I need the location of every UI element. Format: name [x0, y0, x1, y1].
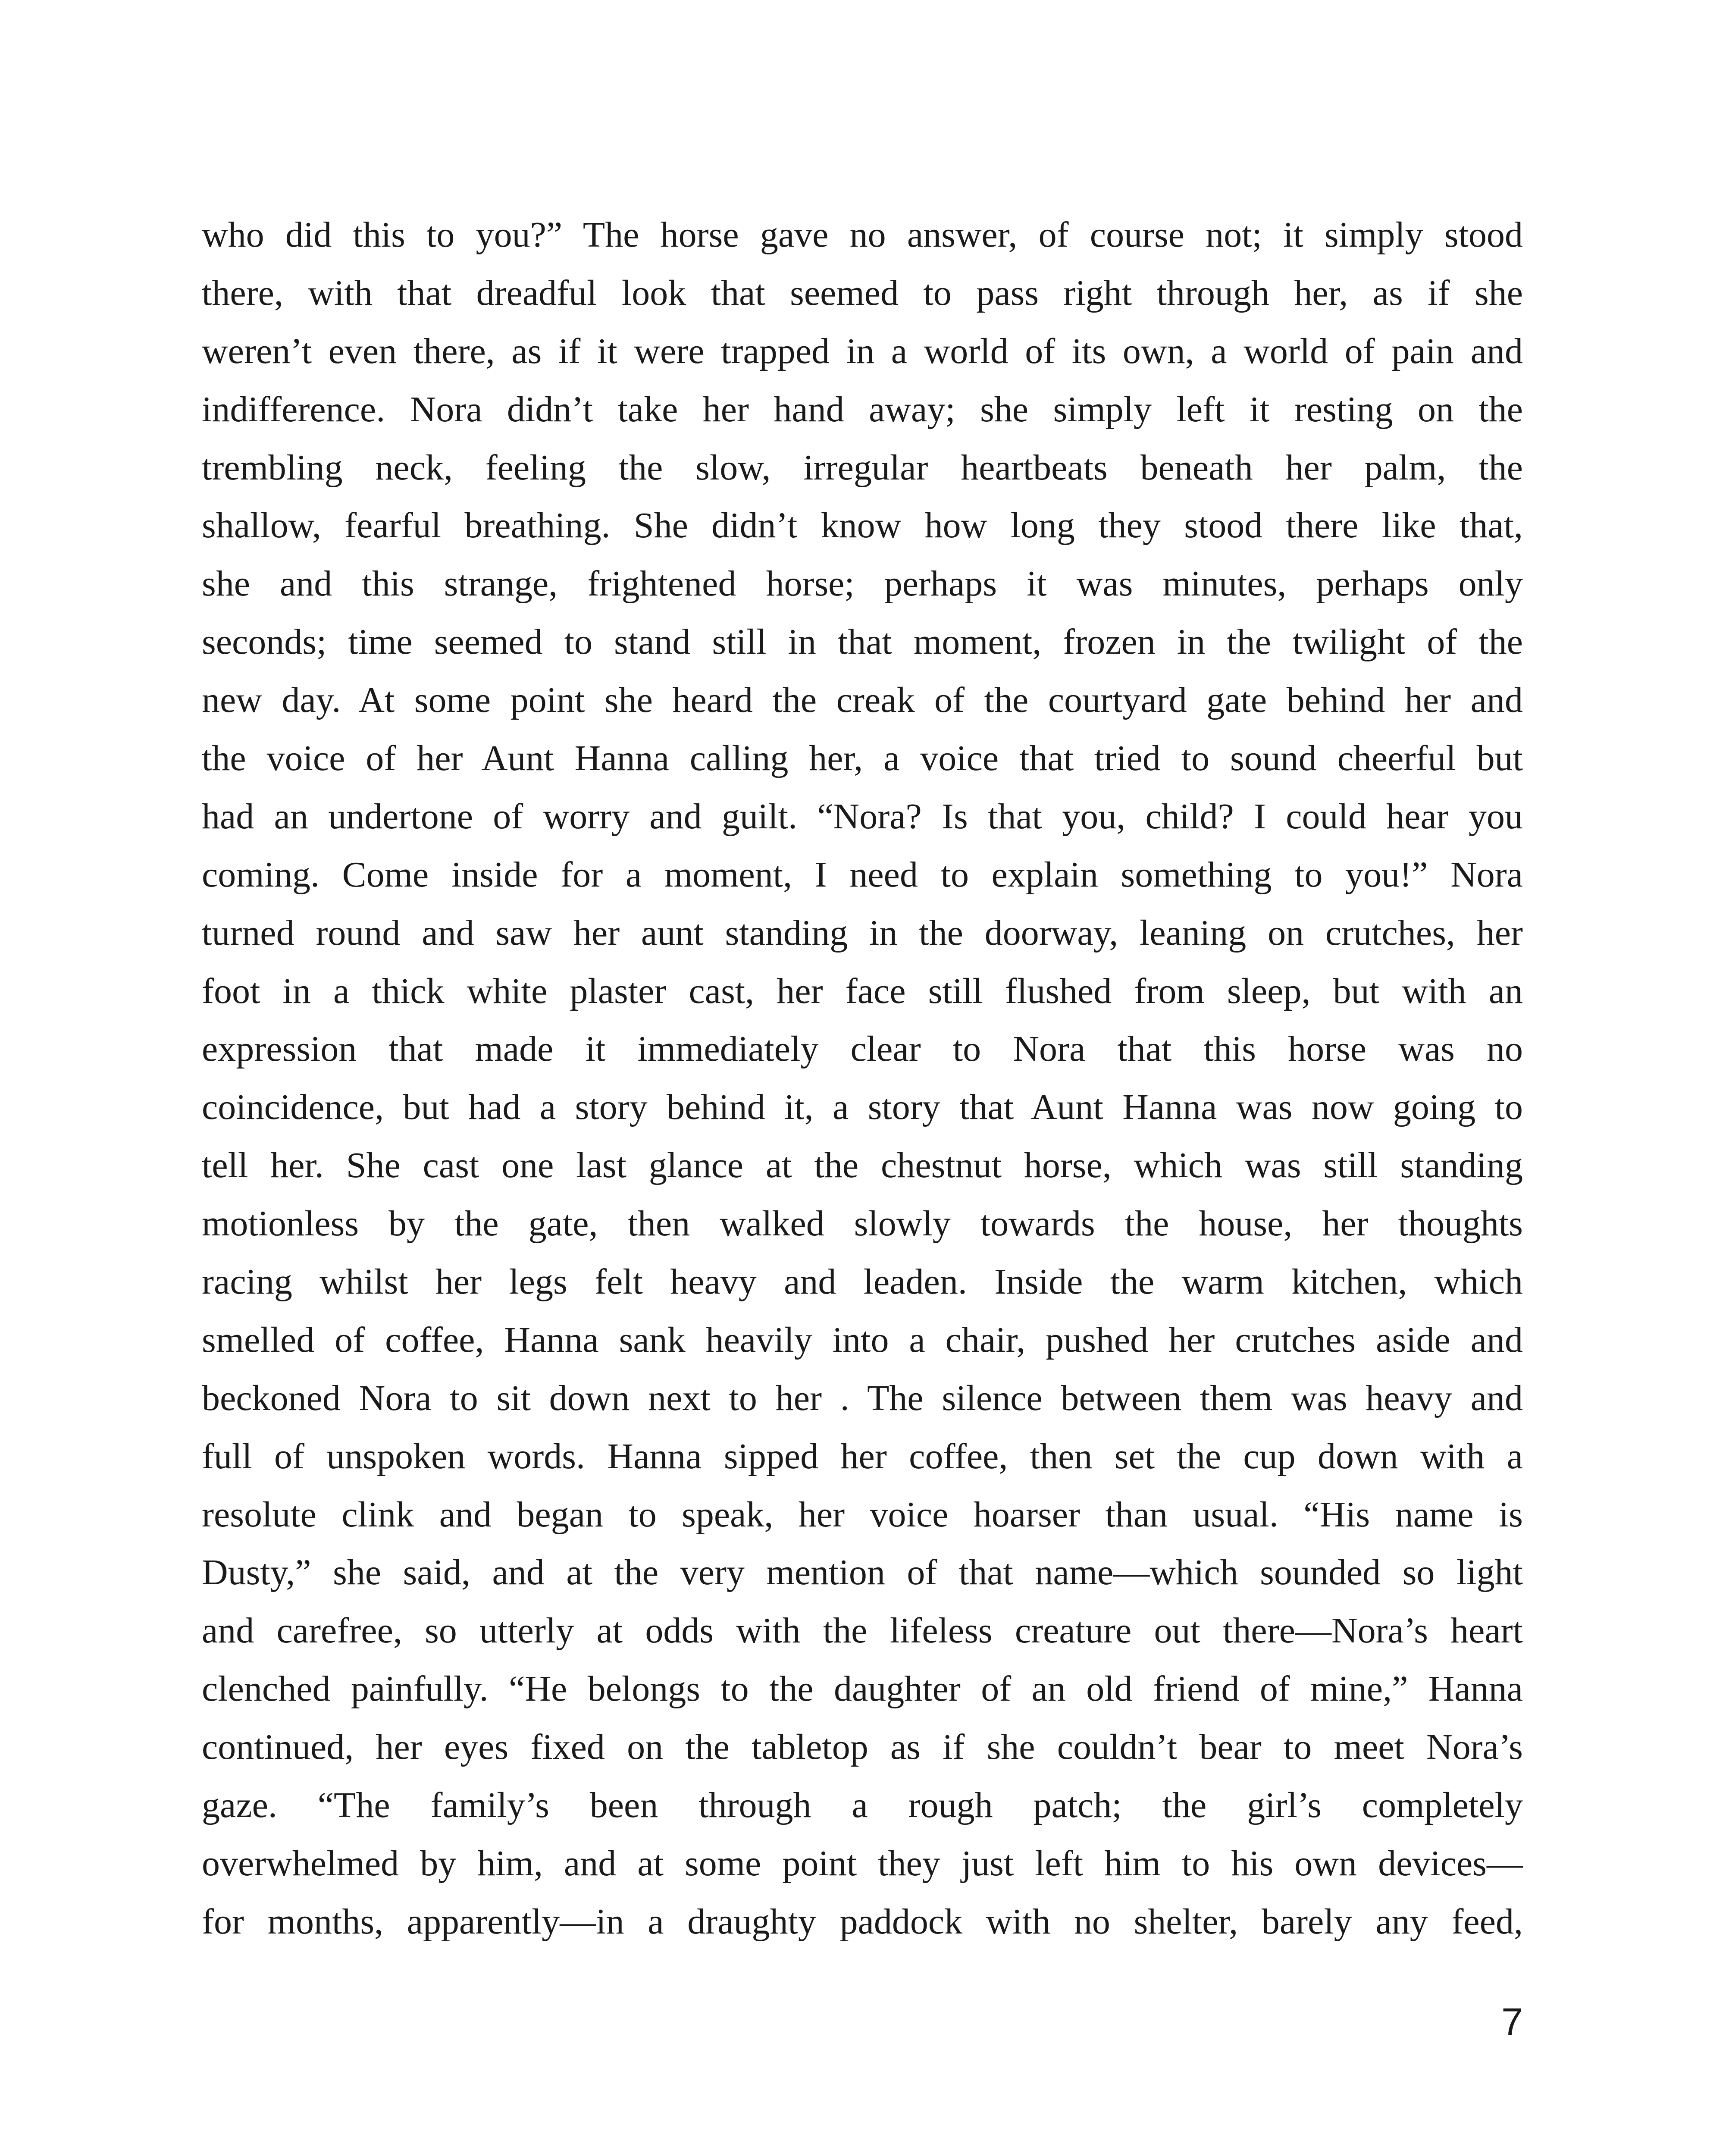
text-line: racing whilst her legs felt heavy and leaden. Inside the warm kitchen, which	[202, 1262, 1523, 1302]
body-text	[202, 206, 1523, 1951]
text-line: coincidence, but had a story behind it, a story that Aunt Hanna was now going to	[202, 1087, 1523, 1128]
page-number: 7	[1501, 2001, 1523, 2044]
text-line: resolute clink and began to speak, her voice hoarser than usual. “His name is	[202, 1494, 1523, 1535]
text-line: the voice of her Aunt Hanna calling her, a voice that tried to sound cheerful but	[202, 738, 1523, 779]
text-line: tell her. She cast one last glance at the chestnut horse, which was still standing	[202, 1145, 1523, 1186]
text-line: coming. Come inside for a moment, I need to explain something to you!” Nora	[202, 854, 1523, 895]
text-line: new day. At some point she heard the creak of the courtyard gate behind her and	[202, 680, 1523, 721]
text-line: overwhelmed by him, and at some point they just left him to his own devices—	[202, 1843, 1523, 1883]
text-line: full of unspoken words. Hanna sipped her coffee, then set the cup down with a	[202, 1436, 1523, 1476]
text-line: shallow, fearful breathing. She didn’t know how long they stood there like that,	[202, 505, 1523, 546]
text-line: indifference. Nora didn’t take her hand away; she simply left it resting on the	[202, 389, 1523, 429]
text-line: had an undertone of worry and guilt. “Nora? Is that you, child? I could hear you	[202, 796, 1523, 837]
text-line: smelled of coffee, Hanna sank heavily into a chair, pushed her crutches aside and	[202, 1319, 1523, 1360]
text-line: motionless by the gate, then walked slowly towards the house, her thoughts	[202, 1203, 1523, 1244]
text-line: seconds; time seemed to stand still in that moment, frozen in the twilight of the	[202, 622, 1523, 662]
text-line: and carefree, so utterly at odds with the lifeless creature out there—Nora’s heart	[202, 1611, 1523, 1651]
text-line: turned round and saw her aunt standing in the doorway, leaning on crutches, her	[202, 912, 1523, 953]
text-line: who did this to you?” The horse gave no answer, of course not; it simply stood	[202, 215, 1523, 255]
text-line: gaze. “The family’s been through a rough patch; the girl’s completely	[202, 1785, 1523, 1826]
text-line: weren’t even there, as if it were trapped in a world of its own, a world of pain and	[202, 331, 1523, 371]
text-line: beckoned Nora to sit down next to her . The silence between them was heavy and	[202, 1378, 1523, 1418]
text-line: for months, apparently—in a draughty paddock with no shelter, barely any feed,	[202, 1901, 1523, 1942]
text-line: expression that made it immediately clear to Nora that this horse was no	[202, 1029, 1523, 1069]
text-line: she and this strange, frightened horse; perhaps it was minutes, perhaps only	[202, 564, 1523, 604]
text-line: foot in a thick white plaster cast, her face still flushed from sleep, but with an	[202, 971, 1523, 1011]
text-line: there, with that dreadful look that seemed to pass right through her, as if she	[202, 273, 1523, 313]
text-line: Dusty,” she said, and at the very mention of that name—which sounded so light	[202, 1552, 1523, 1593]
text-line: continued, her eyes fixed on the tabletop as if she couldn’t bear to meet Nora’s	[202, 1727, 1523, 1767]
text-line: clenched painfully. “He belongs to the daughter of an old friend of mine,” Hanna	[202, 1669, 1523, 1709]
text-line: trembling neck, feeling the slow, irregular heartbeats beneath her palm, the	[202, 447, 1523, 488]
